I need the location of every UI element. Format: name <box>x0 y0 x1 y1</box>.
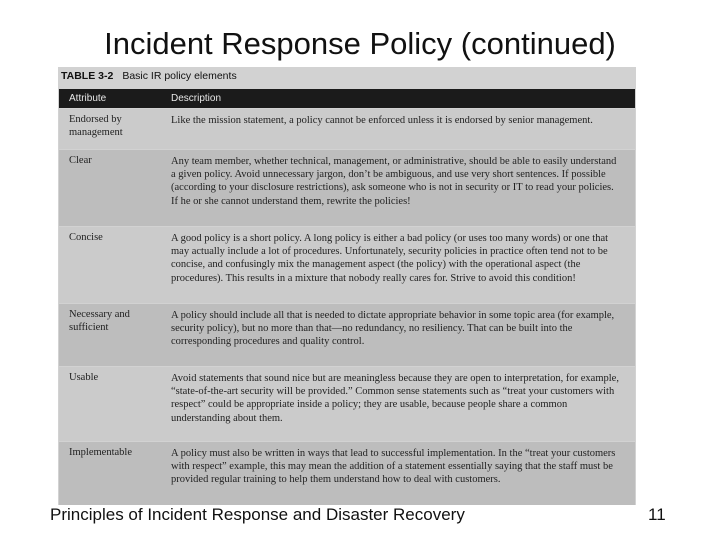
row-attribute: Concise <box>69 232 103 243</box>
slide-footer: Principles of Incident Response and Disaster Recovery <box>50 505 465 524</box>
row-attribute: Clear <box>69 155 92 166</box>
table-row-necessary <box>59 304 635 366</box>
page-number: 11 <box>648 505 666 524</box>
table-row-implementable <box>59 442 635 505</box>
row-attribute: Usable <box>69 372 99 383</box>
row-attribute: Endorsed by management <box>69 114 123 138</box>
table-caption-label: TABLE 3-2 <box>61 70 114 82</box>
ir-policy-table <box>58 67 636 505</box>
slide-title: Incident Response Policy (continued) <box>104 26 616 61</box>
header-attribute: Attribute <box>69 93 107 104</box>
row-description: A policy must also be written in ways that lead to successful implementation. In the “treat your customers with respect” example, this may mean the addition of a statement essentially saying that the staff must be provided regular training to help them understand how to deal with customers. <box>171 448 616 486</box>
table-row-usable <box>59 367 635 441</box>
row-description: Like the mission statement, a policy cannot be enforced unless it is endorsed by senior management. <box>171 115 593 126</box>
table-caption-title: Basic IR policy elements <box>122 70 237 82</box>
header-description: Description <box>171 93 222 104</box>
row-description: Any team member, whether technical, management, or administrative, should be able to easily understand a given policy. Avoid unnecessary jargon, don’t be ambiguous, and use very short sentences. If possible (according to your disclosure restrictions), ask someone who is not in security or IT to read your policies. If he or she cannot understand them, rewrite the policies! <box>171 156 617 207</box>
row-description: Avoid statements that sound nice but are meaningless because they are open to interpretation, for example, “state-of-the-art security will be provided.” Common sense statements such as “treat your customers with respect” could be appropriate inside a policy; they are usable, because people share a common understanding about them. <box>171 373 619 424</box>
row-attribute: Implementable <box>69 447 132 458</box>
table-caption <box>61 70 237 82</box>
row-attribute: Necessary and sufficient <box>69 309 130 333</box>
table-row-clear <box>59 150 635 226</box>
table-row-endorsed <box>59 109 635 149</box>
table-row-concise <box>59 227 635 303</box>
table-header-row <box>59 89 635 108</box>
row-description: A good policy is a short policy. A long policy is either a bad policy (or uses too many words) or one that may actually include a lot of procedures. Unfortunately, security policies in practice often tend not to be concise, and confusingly mix the management aspect (the policy) with the operational aspect (the procedures). This results in a mixture that nobody really cares for. Strive to avoid this condition! <box>171 233 609 284</box>
row-description: A policy should include all that is needed to dictate appropriate behavior in some topic area (for example, security policy), but no more than that—no redundancy, no resiliency. That can be built into the corresponding procedures and quality control. <box>171 310 615 348</box>
